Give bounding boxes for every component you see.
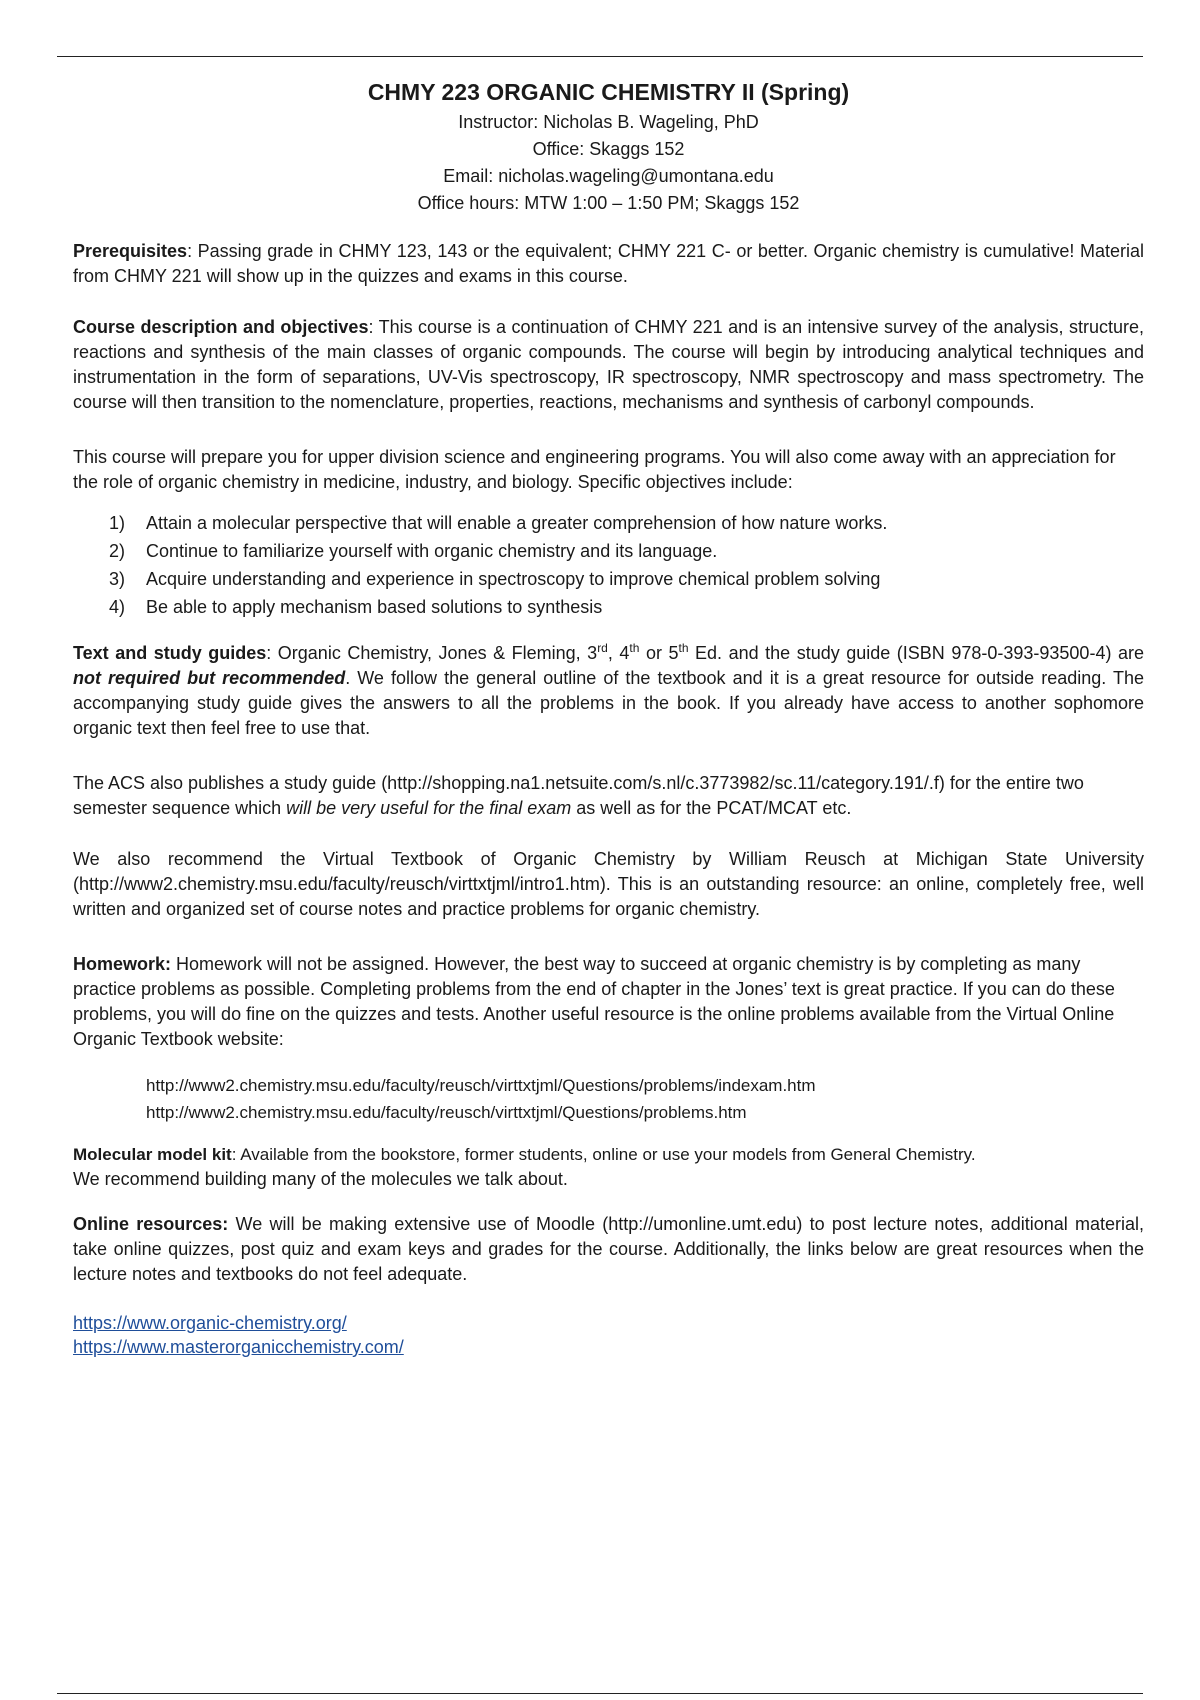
homework-label: Homework: bbox=[73, 954, 172, 974]
homework-section bbox=[73, 952, 1144, 1052]
online-resources-text: We will be making extensive use of Moodle (http://umonline.umt.edu) to post lecture notes, additional material, take online quizzes, post quiz and exam keys and grades for the course. Additionally, the links below are great resources when the lecture notes and textbooks do not feel adequate. bbox=[73, 1214, 1144, 1284]
homework-text: Homework will not be assigned. However, the best way to succeed at organic chemistry is by completing as many practice problems as possible. Completing problems from the end of chapter in the Jones’ text is great practice. If you can do these problems, you will do fine on the quizzes and tests. Another useful resource is the online problems available from the Virtual Online Organic Textbook website: bbox=[73, 954, 1115, 1049]
prerequisites-text: : Passing grade in CHMY 123, 143 or the equivalent; CHMY 221 C- or better. Organic chemistry is cumulative! Material from CHMY 221 will show up in the quizzes and exams in this course. bbox=[73, 241, 1144, 286]
list-item-text: Continue to familiarize yourself with organic chemistry and its language. bbox=[146, 541, 718, 561]
problem-urls bbox=[73, 1072, 1144, 1126]
superscript-th: th bbox=[629, 641, 640, 655]
prerequisites-label: Prerequisites bbox=[73, 241, 188, 261]
acs-emphasis: will be very useful for the final exam bbox=[286, 798, 572, 818]
course-description-section bbox=[73, 315, 1144, 415]
resource-links bbox=[73, 1311, 1144, 1359]
bottom-rule bbox=[57, 1693, 1143, 1694]
text-guides-label: Text and study guides bbox=[73, 643, 267, 663]
list-item bbox=[109, 537, 1144, 565]
model-kit-text: : Available from the bookstore, former students, online or use your models from General Chemistry. bbox=[231, 1145, 976, 1164]
list-item-number: 4) bbox=[109, 597, 126, 617]
course-description-label: Course description and objectives bbox=[73, 317, 369, 337]
text-guides-part3: or 5 bbox=[639, 643, 679, 663]
prerequisites-section bbox=[73, 239, 1144, 289]
instructor-line: Instructor: Nicholas B. Wageling, PhD bbox=[458, 112, 759, 132]
office-hours-line: Office hours: MTW 1:00 – 1:50 PM; Skaggs 152 bbox=[417, 193, 800, 213]
list-item-text: Attain a molecular perspective that will enable a greater comprehension of how nature works. bbox=[146, 513, 888, 533]
model-kit-line2: We recommend building many of the molecules we talk about. bbox=[73, 1169, 568, 1189]
list-item-text: Be able to apply mechanism based solutions to synthesis bbox=[146, 597, 603, 617]
virtual-textbook-text: We also recommend the Virtual Textbook of Organic Chemistry by William Reusch at Michigan State University (http://www2.chemistry.msu.edu/faculty/reusch/virttxtjml/intro1.htm). This is an outstanding resource: an online, completely free, well written and organized set of course notes and practice problems for organic chemistry. bbox=[73, 849, 1144, 919]
email-line: Email: nicholas.wageling@umontana.edu bbox=[443, 166, 774, 186]
model-kit-section bbox=[73, 1142, 1144, 1192]
syllabus-header bbox=[73, 76, 1144, 217]
model-kit-label: Molecular model kit bbox=[73, 1145, 232, 1164]
list-item bbox=[109, 509, 1144, 537]
course-description-text: : This course is a continuation of CHMY 221 and is an intensive survey of the analysis, structure, reactions and synthesis of the main classes of organic compounds. The course will begin by introducing analytical techniques and instrumentation in the form of separations, UV-Vis spectroscopy, IR spectroscopy, NMR spectroscopy and mass spectrometry. The course will then transition to the nomenclature, properties, reactions, mechanisms and synthesis of carbonyl compounds. bbox=[73, 317, 1144, 412]
list-item-number: 2) bbox=[109, 541, 126, 561]
text-guides-part5: . We follow the general outline of the textbook and it is a great resource for outside reading. The accompanying study guide gives the answers to all the problems in the book. If you already have access to another sophomore organic text then feel free to use that. bbox=[73, 668, 1144, 738]
course-title: CHMY 223 ORGANIC CHEMISTRY II (Spring) bbox=[367, 79, 850, 105]
text-guides-part4: Ed. and the study guide (ISBN 978-0-393-93500-4) are bbox=[688, 643, 1144, 663]
acs-part2: as well as for the PCAT/MCAT etc. bbox=[571, 798, 852, 818]
online-resources-label: Online resources: bbox=[73, 1214, 229, 1234]
acs-section bbox=[73, 771, 1144, 821]
superscript-rd: rd bbox=[597, 641, 608, 655]
list-item-number: 3) bbox=[109, 569, 126, 589]
text-guides-part1: : Organic Chemistry, Jones & Fleming, 3 bbox=[266, 643, 598, 663]
virtual-textbook-section bbox=[73, 847, 1144, 922]
text-guides-emphasis: not required but recommended bbox=[73, 668, 346, 688]
list-item-text: Acquire understanding and experience in spectroscopy to improve chemical problem solving bbox=[146, 569, 881, 589]
syllabus-page bbox=[73, 76, 1144, 1359]
objectives-intro-section bbox=[73, 445, 1144, 495]
master-organic-chemistry-link[interactable]: https://www.masterorganicchemistry.com/ bbox=[73, 1337, 404, 1357]
problem-url: http://www2.chemistry.msu.edu/faculty/reusch/virttxtjml/Questions/problems.htm bbox=[146, 1103, 747, 1122]
objectives-list bbox=[73, 509, 1144, 621]
objectives-section bbox=[73, 509, 1144, 621]
text-guides-section bbox=[73, 641, 1144, 741]
superscript-th: th bbox=[678, 641, 689, 655]
office-line: Office: Skaggs 152 bbox=[532, 139, 685, 159]
list-item-number: 1) bbox=[109, 513, 126, 533]
objectives-intro: This course will prepare you for upper division science and engineering programs. You will also come away with an appreciation for the role of organic chemistry in medicine, industry, and biology. Specific objectives include: bbox=[73, 447, 1116, 492]
online-resources-section bbox=[73, 1212, 1144, 1287]
list-item bbox=[109, 593, 1144, 621]
organic-chemistry-link[interactable]: https://www.organic-chemistry.org/ bbox=[73, 1313, 347, 1333]
list-item bbox=[109, 565, 1144, 593]
problem-url: http://www2.chemistry.msu.edu/faculty/reusch/virttxtjml/Questions/problems/indexam.htm bbox=[146, 1076, 816, 1095]
top-rule bbox=[57, 56, 1143, 57]
acs-part1: The ACS also publishes a study guide (http://shopping.na1.netsuite.com/s.nl/c.3773982/sc.11/category.191/.f) for the entire two semester sequence which bbox=[73, 773, 1084, 818]
text-guides-part2: , 4 bbox=[607, 643, 630, 663]
